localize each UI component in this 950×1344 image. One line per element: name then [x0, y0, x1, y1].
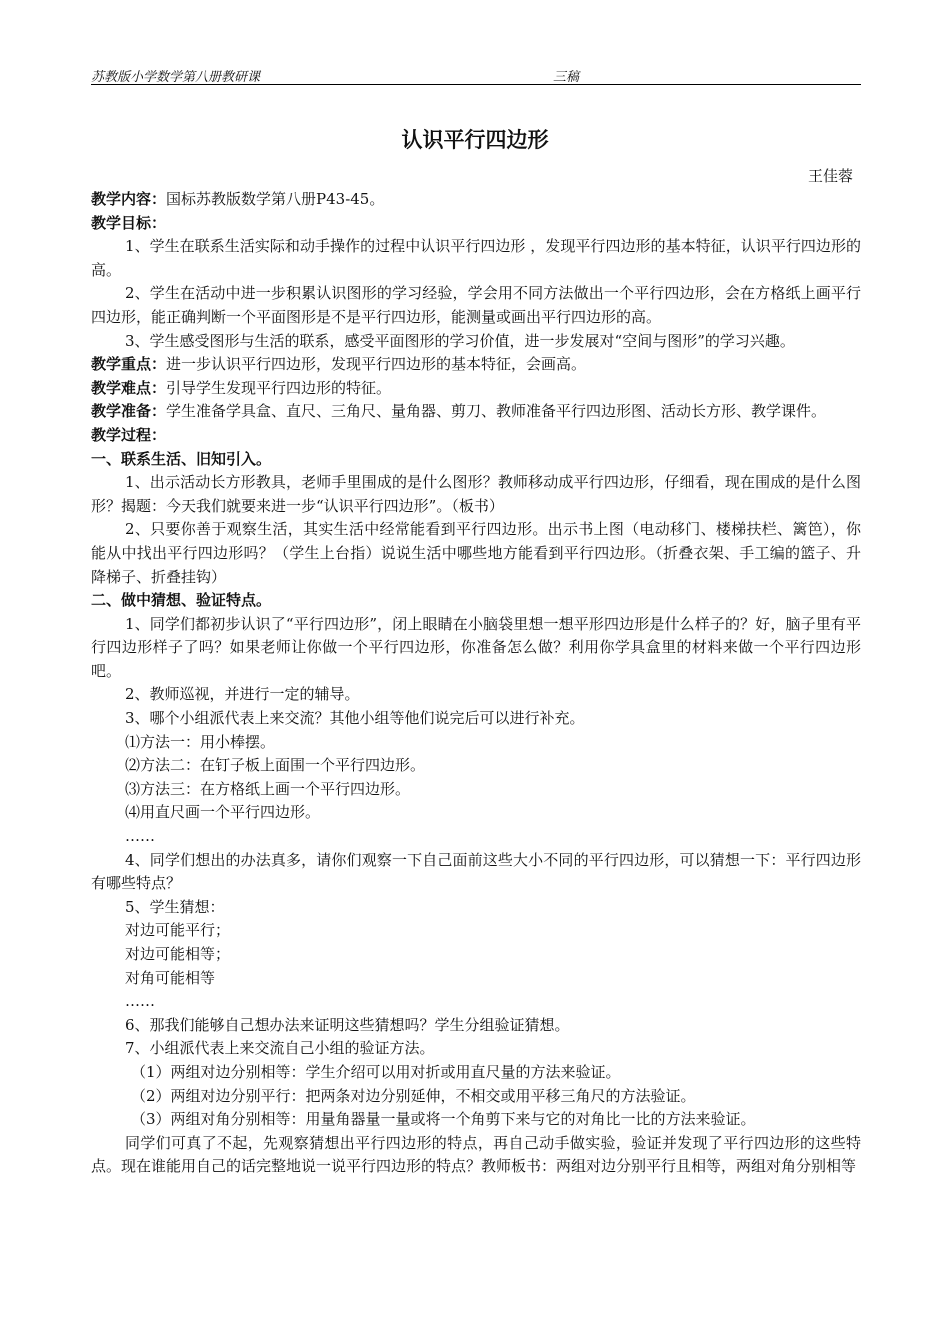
ellipsis: …… [125, 827, 155, 846]
paragraph: 4、同学们想出的办法真多，请你们观察一下自己面前这些大小不同的平行四边形，可以猜想一下：平行四边形有哪些特点？ [91, 850, 861, 893]
process-label: 教学过程： [91, 425, 167, 444]
process-heading [91, 424, 861, 448]
guess-item: 对边可能平行； [125, 921, 231, 940]
paragraph: 1、同学们都初步认识了“平行四边形”，闭上眼睛在小脑袋里想一想平形四边形是什么样子的？好，脑子里有平行四边形样子了吗？如果老师让你做一个平行四边形，你准备怎么做？利用你学具盒里的材料来做一个平行四边形吧。 [91, 614, 861, 680]
goals-heading [91, 212, 861, 236]
paragraph: 2、教师巡视，并进行一定的辅导。 [125, 685, 360, 704]
goal-item: 2、学生在活动中进一步积累认识图形的学习经验，学会用不同方法做出一个平行四边形，会在方格纸上画平行四边形，能正确判断一个平面图形是不是平行四边形，能测量或画出平行四边形的高。 [91, 284, 861, 326]
difficulty-text: 引导学生发现平行四边形的特征。 [166, 378, 392, 397]
goal-item: 3、学生感受图形与生活的联系，感受平面图形的学习价值，进一步发展对“空间与图形”的学习兴趣。 [125, 331, 795, 350]
ellipsis: …… [125, 992, 155, 1011]
content-text: 国标苏教版数学第八册P43-45。 [166, 190, 385, 208]
verify-item: （1）两组对边分别相等：学生介绍可以用对折或用直尺量的方法来验证。 [131, 1062, 621, 1081]
summary-paragraph: 同学们可真了不起，先观察猜想出平行四边形的特点，再自己动手做实验，验证并发现了平行四边形的这些特点。现在谁能用自己的话完整地说一说平行四边形的特点？教师板书：两组对边分别平行且相等，两组对角分别相等 [91, 1133, 861, 1176]
method-item: ⑵方法二：在钉子板上面围一个平行四边形。 [125, 756, 426, 775]
goal-item: 1、学生在联系生活实际和动手操作的过程中认识平行四边形 ，发现平行四边形的基本特征，认识平行四边形的高。 [91, 237, 861, 279]
paragraph: 1、出示活动长方形教具，老师手里围成的是什么图形？教师移动成平行四边形，仔细看，现在围成的是什么图形？揭题：今天我们就要来进一步“认识平行四边形”。（板书） [91, 473, 861, 515]
page-header [91, 64, 861, 85]
paragraph: 5、学生猜想： [125, 897, 225, 916]
paragraph: 2、只要你善于观察生活，其实生活中经常能看到平行四边形。出示书上图（电动移门、楼梯扶栏、篱笆），你能从中找出平行四边形吗？（学生上台指）说说生活中哪些地方能看到平行四边形。（折叠衣架、手工编的篮子、升降梯子、折叠挂钩） [91, 520, 861, 586]
key-line [91, 353, 861, 377]
verify-item: （3）两组对角分别相等：用量角器量一量或将一个角剪下来与它的对角比一比的方法来验证。 [131, 1110, 756, 1129]
goals-label: 教学目标： [91, 213, 167, 232]
content-label: 教学内容： [91, 190, 167, 208]
prep-line [91, 400, 861, 424]
prep-text: 学生准备学具盒、直尺、三角尺、量角器、剪刀、教师准备平行四边形图、活动长方形、教学课件。 [166, 402, 827, 421]
paragraph: 6、那我们能够自己想办法来证明这些猜想吗？学生分组验证猜想。 [125, 1015, 570, 1034]
document-title: 认识平行四边形 [401, 128, 549, 152]
content-line [91, 188, 861, 212]
header-draft: 三稿 [553, 70, 580, 85]
method-item: ⑶方法三：在方格纸上画一个平行四边形。 [125, 779, 411, 798]
paragraph: 7、小组派代表上来交流自己小组的验证方法。 [125, 1039, 435, 1058]
header-course: 苏教版小学数学第八册教研课 [91, 70, 261, 85]
method-item: ⑷用直尺画一个平行四边形。 [125, 803, 321, 822]
section-heading: 二、做中猜想、验证特点。 [91, 591, 272, 610]
difficulty-label: 教学难点： [91, 378, 167, 397]
prep-label: 教学准备： [91, 402, 167, 421]
verify-item: （2）两组对边分别平行：把两条对边分别延伸，不相交或用平移三角尺的方法验证。 [131, 1086, 696, 1105]
guess-item: 对角可能相等 [125, 968, 216, 987]
key-text: 进一步认识平行四边形，发现平行四边形的基本特征，会画高。 [166, 355, 587, 374]
paragraph: 3、哪个小组派代表上来交流？其他小组等他们说完后可以进行补充。 [125, 709, 585, 728]
guess-item: 对边可能相等； [125, 945, 231, 963]
key-label: 教学重点： [91, 355, 167, 374]
section-heading: 一、联系生活、旧知引入。 [91, 449, 272, 468]
difficulty-line [91, 377, 861, 401]
author-name: 王佳蓉 [807, 167, 853, 185]
method-item: ⑴方法一：用小棒摆。 [125, 732, 276, 751]
document-body [91, 188, 861, 1179]
